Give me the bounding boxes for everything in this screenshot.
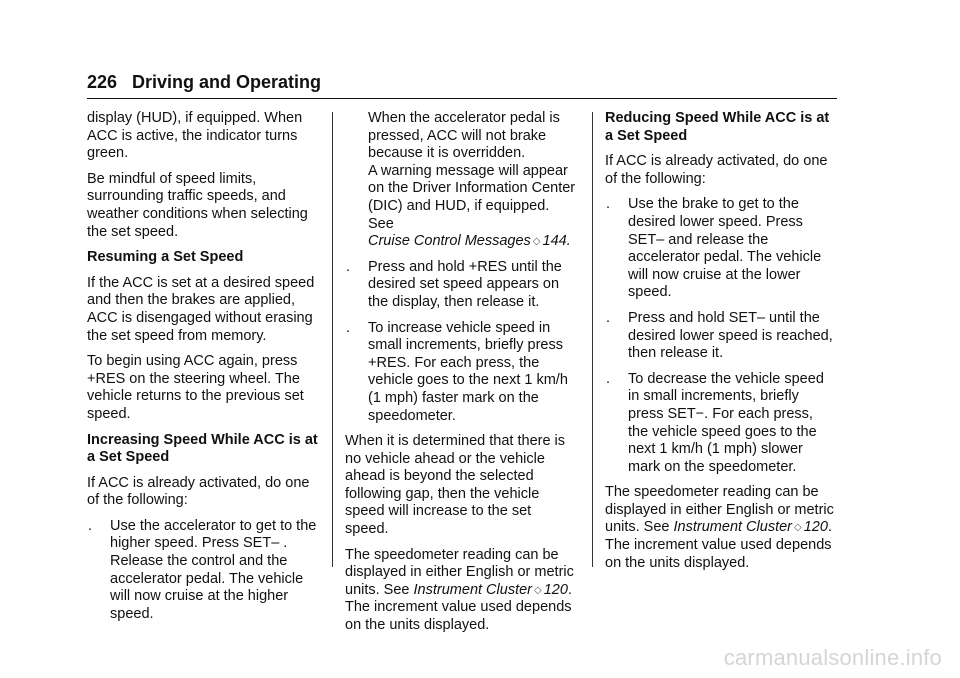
bullet-mark: . — [346, 319, 351, 336]
list-item — [345, 320, 577, 426]
cross-reference-link[interactable]: Instrument Cluster — [413, 581, 532, 598]
page-reference[interactable]: 144 — [542, 233, 567, 250]
page-reference-icon: ◇ — [534, 584, 542, 596]
page-reference[interactable]: 120 — [803, 519, 828, 536]
section-title: Driving and Operating — [132, 72, 322, 92]
bullet-mark: . — [606, 196, 611, 213]
paragraph-text: The speedometer reading can be displayed in either English or metric units. See — [345, 546, 574, 598]
bullet-mark: . — [88, 517, 93, 534]
subheading-reduce: Reducing Speed While ACC is at a Set Speed — [605, 110, 830, 144]
paragraph: If ACC is already activated, do one of the following: — [87, 474, 310, 509]
column-2 — [345, 110, 577, 643]
paragraph-text: A warning message will appear on the Driver Information Center (DIC) and HUD, if equipped. See — [368, 162, 576, 232]
column-divider — [332, 112, 333, 567]
paragraph-text: The speedometer reading can be displayed in either English or metric units. See — [605, 484, 834, 536]
page-reference[interactable]: 120 — [543, 581, 568, 598]
watermark: carmanualsonline.info — [723, 645, 942, 670]
list-item-text: To decrease the vehicle speed in small increments, briefly press SET−. For each press, the vehicle speed goes to the next 1 km/h (1 mph) slower mark on the speedometer. — [628, 370, 824, 475]
list-item-text: Use the accelerator to get to the higher speed. Press SET– . Release the control and the accelerator pedal. The vehicle will now cruise at the higher speed. — [110, 517, 317, 622]
column-3 — [605, 110, 837, 580]
paragraph: When it is determined that there is no vehicle ahead or the vehicle ahead is beyond the selected following gap, then the vehicle speed will increase to the set speed. — [345, 433, 566, 538]
column-divider — [592, 112, 593, 567]
paragraph: Be mindful of speed limits, surrounding traffic speeds, and weather conditions when selecting the set speed. — [87, 170, 308, 240]
page-header — [87, 70, 837, 100]
list-item-text: Use the brake to get to the desired lower speed. Press SET– and release the accelerator pedal. The vehicle will now cruise at the lower speed. — [628, 196, 822, 301]
column-1 — [87, 110, 319, 631]
paragraph-text: The increment value used depends on the units displayed. — [605, 537, 832, 571]
bullet-mark: . — [606, 370, 611, 387]
cross-reference-link[interactable]: Cruise Control Messages — [368, 233, 531, 250]
list-item — [345, 259, 577, 312]
subheading-resume: Resuming a Set Speed — [87, 249, 244, 266]
cross-reference-link[interactable]: Instrument Cluster — [673, 519, 792, 536]
paragraph: To begin using ACC again, press +RES on the steering wheel. The vehicle returns to the previous set speed. — [87, 353, 304, 422]
paragraph: The speedometer reading can be displayed in either English or metric units. See Instrument Cluster ◇ 120. The increment value used depends on the units displayed. — [345, 546, 574, 634]
bullet-mark: . — [346, 258, 351, 275]
paragraph: display (HUD), if equipped. When ACC is active, the indicator turns green. — [87, 110, 303, 162]
paragraph: If the ACC is set at a desired speed and then the brakes are applied, ACC is disengaged without erasing the set speed from memory. — [87, 274, 315, 344]
subheading-increase: Increasing Speed While ACC is at a Set Speed — [87, 431, 318, 466]
list-item-text: To increase vehicle speed in small increments, briefly press +RES. For each press, the vehicle goes to the next 1 km/h (1 mph) faster mark on the speedometer. — [368, 319, 568, 424]
list-item-text: Press and hold +RES until the desired set speed appears on the display, then release it. — [368, 258, 562, 310]
page-reference-icon: ◇ — [532, 236, 541, 248]
page-number: 226 — [87, 72, 118, 92]
paragraph-text: The increment value used depends on the units displayed. — [345, 599, 572, 634]
paragraph: A warning message will appear on the Driver Information Center (DIC) and HUD, if equipped. See Cruise Control Messages ◇ 144. — [368, 162, 576, 250]
list-item — [605, 196, 837, 302]
list-item — [605, 310, 837, 363]
bullet-mark: . — [606, 309, 611, 326]
paragraph: If ACC is already activated, do one of the following: — [605, 153, 828, 187]
list-item — [87, 518, 319, 624]
paragraph: The speedometer reading can be displayed in either English or metric units. See Instrument Cluster ◇ 120. The increment value used depends on the units displayed. — [605, 484, 834, 571]
header-rule — [87, 98, 837, 99]
list-item — [605, 371, 837, 477]
page-reference-icon: ◇ — [794, 522, 802, 534]
paragraph: When the accelerator pedal is pressed, ACC will not brake because it is overridden. — [368, 110, 560, 162]
list-item-text: Press and hold SET– until the desired lower speed is reached, then release it. — [628, 309, 833, 362]
